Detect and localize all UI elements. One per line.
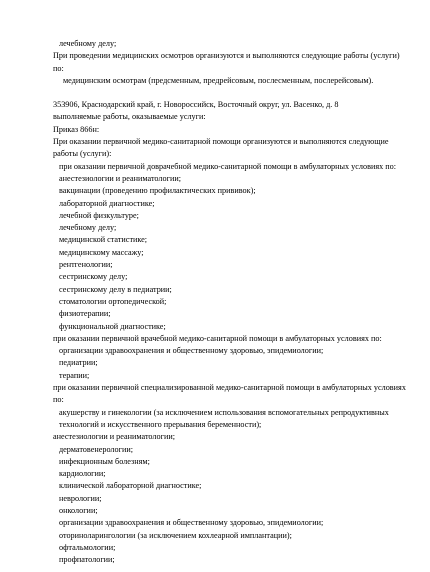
list-item: неврологии; [59, 493, 102, 503]
address-line: 353906, Краснодарский край, г. Новороссийск, Восточный округ, ул. Васенко, д. 8 [53, 100, 339, 110]
specialized-heading: при оказании первичной специализированной медико-санитарной помощи в амбулаторных условиях по: [53, 383, 406, 405]
text-line: лечебному делу; [59, 39, 117, 48]
list-item: дерматовенерологии; [59, 444, 134, 454]
list-item: лабораторной диагностике; [59, 198, 155, 208]
list-item: лечебному делу; [59, 223, 117, 233]
list-item: акушерству и гинекологии (за исключением использования вспомогательных репродуктивных технологий и искусственного прерывания беременности); [59, 407, 389, 429]
list-item: сестринскому делу; [59, 272, 128, 282]
list-item: сестринскому делу в педиатрии; [59, 284, 172, 294]
list-item: онкологии; [59, 505, 98, 515]
list-item: вакцинации (проведению профилактических прививок); [59, 186, 256, 196]
pre-doctor-heading: при оказании первичной доврачебной медико-санитарной помощи в амбулаторных условиях по: [59, 161, 396, 171]
intro-paragraph: При оказании первичной медико-санитарной помощи организуются и выполняются следующие работы (услуги): [53, 137, 389, 159]
doctor-heading: при оказании первичной врачебной медико-санитарной помощи в амбулаторных условиях по: [53, 333, 382, 343]
list-item: медицинской статистике; [59, 235, 148, 245]
list-item: кардиологии; [59, 469, 106, 479]
list-item: анестезиологии и реаниматологии; [59, 173, 181, 183]
list-item: организации здравоохранения и общественному здоровью, эпидемиологии; [59, 518, 324, 528]
list-item: профпатологии; [59, 555, 115, 565]
list-item: функциональной диагностике; [59, 321, 166, 331]
list-item: рентгенологии; [59, 260, 113, 270]
list-item: стоматологии ортопедической; [59, 296, 167, 306]
list-item: лечебной физкультуре; [59, 210, 139, 220]
list-item: клинической лабораторной диагностике; [59, 481, 202, 491]
list-item: медицинскому массажу; [59, 247, 144, 257]
list-item: организации здравоохранения и общественному здоровью, эпидемиологии; [59, 346, 324, 356]
list-item: офтальмологии; [59, 542, 116, 552]
list-item: физиотерапии; [59, 309, 111, 319]
text-paragraph: При проведении медицинских осмотров организуются и выполняются следующие работы (услуги) по: [53, 51, 400, 73]
spacer [53, 87, 410, 99]
text-line: медицинским осмотрам (предсменным, предрейсовым, послесменным, послерейсовым). [63, 75, 374, 85]
list-item: оториноларингологии (за исключением кохлеарной имплантации); [59, 530, 292, 540]
list-item: терапии; [59, 370, 90, 380]
order-label: Приказ 866н: [53, 124, 100, 134]
works-label: выполняемые работы, оказываемые услуги: [53, 112, 206, 122]
list-item: педиатрии; [59, 358, 98, 368]
list-item: инфекционным болезням; [59, 456, 150, 466]
list-item: анестезиологии и реаниматологии; [53, 432, 175, 442]
